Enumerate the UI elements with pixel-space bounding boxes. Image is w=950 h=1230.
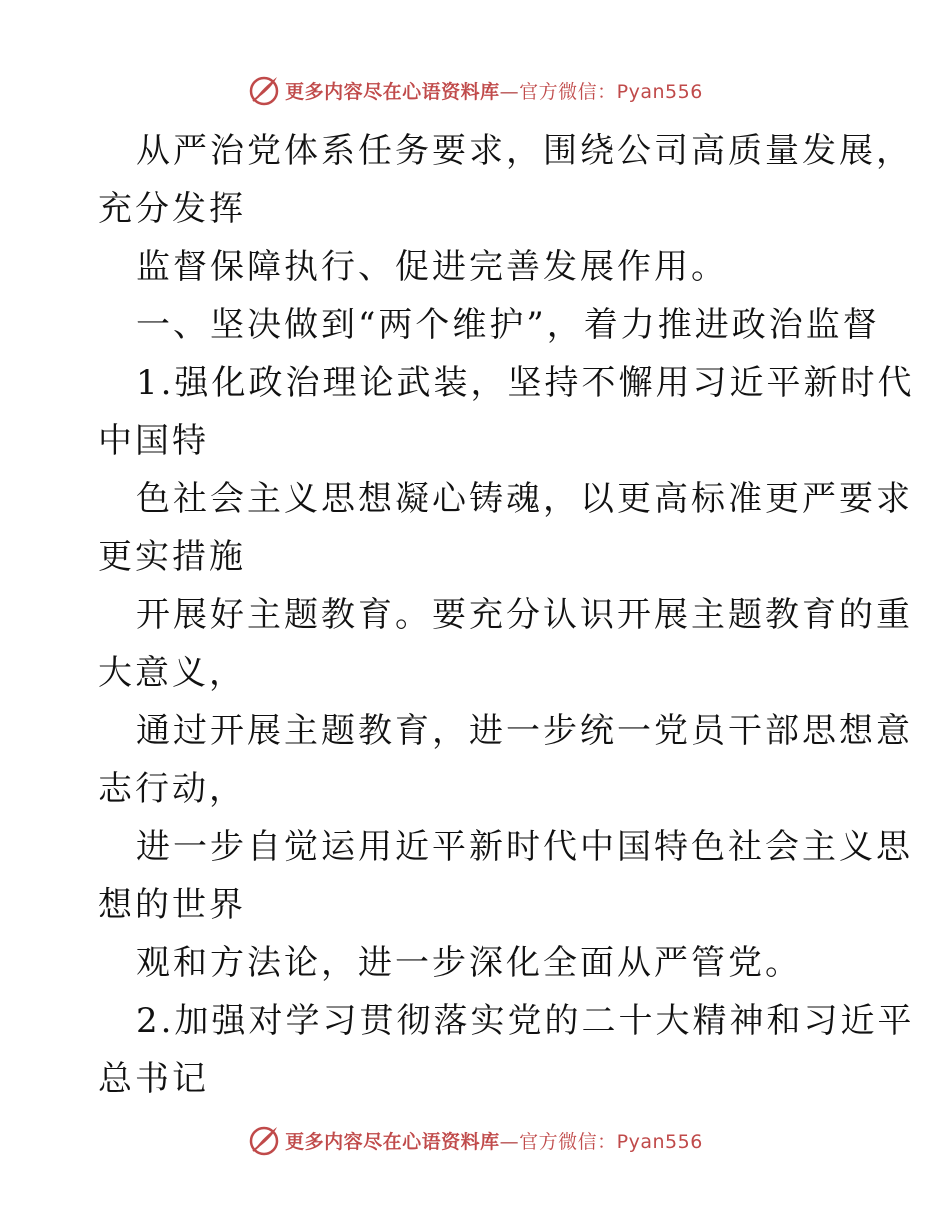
body-line: 充分发挥: [98, 189, 246, 229]
body-line: 2.加强对学习贯彻落实党的二十大精神和习近平: [136, 1001, 915, 1041]
banner-separator: —: [499, 80, 520, 103]
feather-quill-logo-icon: [247, 1123, 281, 1157]
document-body: [98, 122, 915, 1108]
body-line: 志行动，: [98, 769, 246, 809]
body-line: 通过开展主题教育，进一步统一党员干部思想意: [136, 711, 913, 751]
body-line: 大意义，: [98, 653, 246, 693]
body-line: 1.强化政治理论武装，坚持不懈用习近平新时代: [136, 363, 915, 403]
body-line: 开展好主题教育。要充分认识开展主题教育的重: [136, 595, 913, 635]
banner-contact-text: 官方微信：Pyan556: [519, 80, 703, 103]
banner-site-text: 更多内容尽在心语资料库: [285, 80, 500, 103]
body-line: 想的世界: [98, 885, 246, 925]
header-watermark-banner: [0, 70, 950, 110]
section-heading: 一、坚决做到“两个维护”，着力推进政治监督: [136, 305, 880, 345]
body-line: 色社会主义思想凝心铸魂，以更高标准更严要求: [136, 479, 913, 519]
body-line: 监督保障执行、促进完善发展作用。: [136, 247, 728, 287]
body-line: 观和方法论，进一步深化全面从严管党。: [136, 943, 802, 983]
body-line: 进一步自觉运用近平新时代中国特色社会主义思: [136, 827, 913, 867]
body-line: 中国特: [98, 421, 209, 461]
banner-site-text: 更多内容尽在心语资料库: [285, 1130, 500, 1153]
banner-contact-text: 官方微信：Pyan556: [519, 1130, 703, 1153]
feather-quill-logo-icon: [247, 73, 281, 107]
body-line: 更实措施: [98, 537, 246, 577]
footer-watermark-banner: [0, 1120, 950, 1160]
banner-separator: —: [499, 1130, 520, 1153]
body-line: 总书记: [98, 1059, 209, 1099]
body-line: 从严治党体系任务要求，围绕公司高质量发展，: [136, 131, 913, 171]
